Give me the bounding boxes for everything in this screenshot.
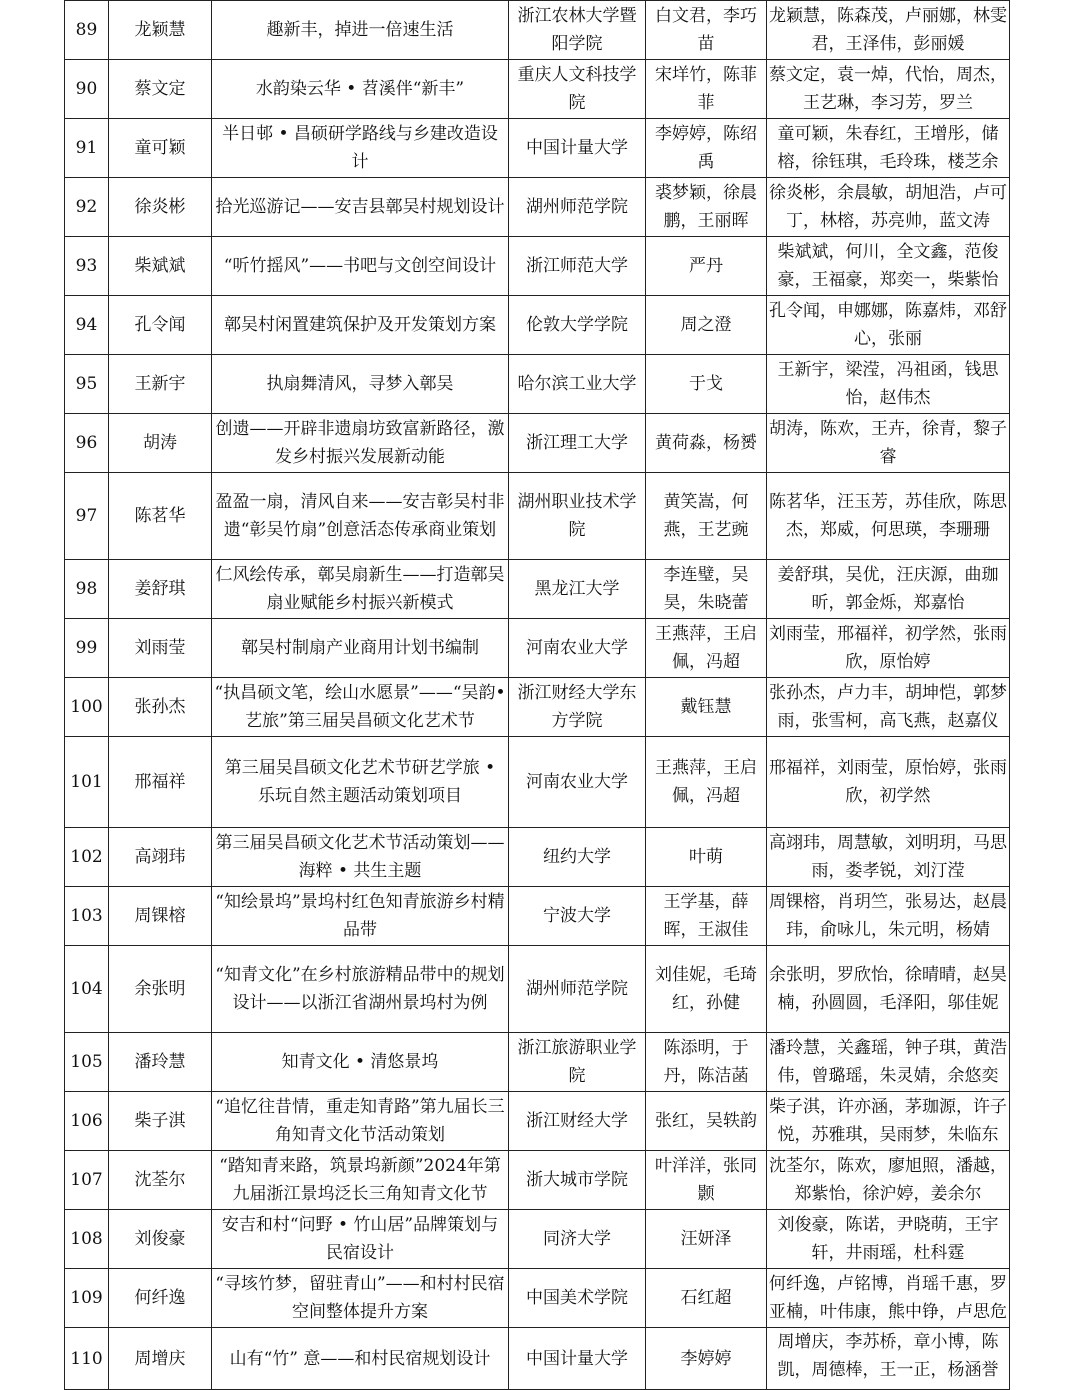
advisors: 石红超	[646, 1269, 767, 1328]
advisors: 叶洋洋，张同颢	[646, 1151, 767, 1210]
team-members: 刘俊豪，陈诺，尹晓萌，王宇轩，井雨瑶，杜科霆	[767, 1210, 1010, 1269]
school-name: 宁波大学	[509, 887, 646, 946]
project-title: 趣新丰，掉进一倍速生活	[212, 1, 509, 60]
table-row	[65, 946, 1010, 1033]
advisors: 王燕萍，王启佩，冯超	[646, 737, 767, 828]
school-name: 同济大学	[509, 1210, 646, 1269]
team-members: 王新宇，梁滢，冯祖函，钱思怡，赵伟杰	[767, 355, 1010, 414]
advisors: 王学基，薛晖，王淑佳	[646, 887, 767, 946]
school-name: 纽约大学	[509, 828, 646, 887]
school-name: 浙江师范大学	[509, 237, 646, 296]
team-leader: 蔡文定	[109, 60, 212, 119]
project-title: 知青文化 • 清悠景坞	[212, 1033, 509, 1092]
team-leader: 余张明	[109, 946, 212, 1033]
team-leader: 柴子淇	[109, 1092, 212, 1151]
school-name: 重庆人文科技学院	[509, 60, 646, 119]
table-row	[65, 678, 1010, 737]
school-name: 中国计量大学	[509, 1328, 646, 1390]
school-name: 伦敦大学学院	[509, 296, 646, 355]
team-leader: 何纤逸	[109, 1269, 212, 1328]
team-members: 胡涛，陈欢，王卉，徐青，黎子睿	[767, 414, 1010, 473]
team-members: 柴斌斌，何川，全文鑫，范俊豪，王福豪，郑奕一，柴紫怡	[767, 237, 1010, 296]
project-title: “追忆往昔情，重走知青路”第九届长三角知青文化节活动策划	[212, 1092, 509, 1151]
table-row	[65, 619, 1010, 678]
school-name: 湖州师范学院	[509, 946, 646, 1033]
team-members: 邢福祥，刘雨莹，原怡婷，张雨欣，初学然	[767, 737, 1010, 828]
project-title: 盈盈一扇，清风自来——安吉彰吴村非遗“彰吴竹扇”创意活态传承商业策划	[212, 473, 509, 560]
project-title: “听竹摇风”——书吧与文创空间设计	[212, 237, 509, 296]
school-name: 中国计量大学	[509, 119, 646, 178]
project-title: 鄣吴村制扇产业商用计划书编制	[212, 619, 509, 678]
advisors: 刘佳妮，毛琦红，孙健	[646, 946, 767, 1033]
team-leader: 高翊玮	[109, 828, 212, 887]
table-row	[65, 1210, 1010, 1269]
advisors: 宋垟竹，陈菲菲	[646, 60, 767, 119]
table-row	[65, 414, 1010, 473]
team-members: 蔡文定，袁一焯，代怡，周杰，王艺琳，李习芳，罗兰	[767, 60, 1010, 119]
row-number: 103	[65, 887, 109, 946]
school-name: 浙大城市学院	[509, 1151, 646, 1210]
project-title: 水韵染云华 • 苕溪伴“新丰”	[212, 60, 509, 119]
team-members: 柴子淇，许亦涵，茅珈源，许子悦，苏雅琪，吴雨梦，朱临东	[767, 1092, 1010, 1151]
row-number: 98	[65, 560, 109, 619]
table-row	[65, 1269, 1010, 1328]
row-number: 92	[65, 178, 109, 237]
project-title: 第三届吴昌硕文化艺术节研艺学旅 • 乐玩自然主题活动策划项目	[212, 737, 509, 828]
row-number: 100	[65, 678, 109, 737]
table-row	[65, 828, 1010, 887]
table-row	[65, 60, 1010, 119]
table-row	[65, 560, 1010, 619]
advisors: 李婷婷	[646, 1328, 767, 1390]
advisors: 陈添明，于丹，陈洁菡	[646, 1033, 767, 1092]
table-row	[65, 1092, 1010, 1151]
team-members: 余张明，罗欣怡，徐晴晴，赵昊楠，孙圆圆，毛泽阳，邬佳妮	[767, 946, 1010, 1033]
team-leader: 童可颖	[109, 119, 212, 178]
project-title: 山有“竹” 意——和村民宿规划设计	[212, 1328, 509, 1390]
team-members: 潘玲慧，关鑫瑶，钟子琪，黄浩伟，曾璐瑶，朱灵婧，余悠奕	[767, 1033, 1010, 1092]
advisors: 李婷婷，陈绍禹	[646, 119, 767, 178]
advisors: 叶萌	[646, 828, 767, 887]
team-leader: 刘雨莹	[109, 619, 212, 678]
row-number: 108	[65, 1210, 109, 1269]
project-title: 执扇舞清风，寻梦入鄣吴	[212, 355, 509, 414]
team-leader: 徐炎彬	[109, 178, 212, 237]
team-members: 周锞榕，肖玥竺，张易达，赵晨玮，俞咏儿，朱元明，杨婧	[767, 887, 1010, 946]
team-leader: 柴斌斌	[109, 237, 212, 296]
table-row	[65, 887, 1010, 946]
row-number: 89	[65, 1, 109, 60]
team-members: 周增庆，李苏桥，章小博，陈凯，周德棒，王一正，杨涵誉	[767, 1328, 1010, 1390]
team-leader: 王新宇	[109, 355, 212, 414]
table-row	[65, 1328, 1010, 1390]
table-row	[65, 1033, 1010, 1092]
project-title: 安吉和村“问野 • 竹山居”品牌策划与民宿设计	[212, 1210, 509, 1269]
school-name: 浙江财经大学	[509, 1092, 646, 1151]
team-members: 姜舒琪，吴优，汪庆源，曲珈昕，郭金烁，郑嘉怡	[767, 560, 1010, 619]
team-members: 何纤逸，卢铭博，肖瑶千惠，罗亚楠，叶伟康，熊中铮，卢思危	[767, 1269, 1010, 1328]
project-title: 创遗——开辟非遗扇坊致富新路径，激发乡村振兴发展新动能	[212, 414, 509, 473]
school-name: 浙江财经大学东方学院	[509, 678, 646, 737]
table-row	[65, 1, 1010, 60]
team-leader: 陈茗华	[109, 473, 212, 560]
team-members: 刘雨莹，邢福祥，初学然，张雨欣，原怡婷	[767, 619, 1010, 678]
project-title: 第三届吴昌硕文化艺术节活动策划——海粹 • 共生主题	[212, 828, 509, 887]
team-members: 童可颖，朱春红，王增彤，储榕，徐钰琪，毛玲珠，楼芝余	[767, 119, 1010, 178]
team-leader: 刘俊豪	[109, 1210, 212, 1269]
project-title: 仁风绘传承，鄣吴扇新生——打造鄣吴扇业赋能乡村振兴新模式	[212, 560, 509, 619]
row-number: 105	[65, 1033, 109, 1092]
table-row	[65, 737, 1010, 828]
row-number: 102	[65, 828, 109, 887]
row-number: 110	[65, 1328, 109, 1390]
project-title: “知绘景坞”景坞村红色知青旅游乡村精品带	[212, 887, 509, 946]
advisors: 黄笑嵩，何燕，王艺豌	[646, 473, 767, 560]
table-row	[65, 1151, 1010, 1210]
team-leader: 邢福祥	[109, 737, 212, 828]
advisors: 严丹	[646, 237, 767, 296]
project-title: 鄣吴村闲置建筑保护及开发策划方案	[212, 296, 509, 355]
project-title: “知青文化”在乡村旅游精品带中的规划设计——以浙江省湖州景坞村为例	[212, 946, 509, 1033]
team-leader: 龙颖慧	[109, 1, 212, 60]
row-number: 107	[65, 1151, 109, 1210]
team-leader: 姜舒琪	[109, 560, 212, 619]
award-list-table	[64, 0, 1010, 1390]
row-number: 94	[65, 296, 109, 355]
team-members: 龙颖慧，陈森茂，卢丽娜，林雯君，王泽伟，彭丽媛	[767, 1, 1010, 60]
table-row	[65, 473, 1010, 560]
team-leader: 张孙杰	[109, 678, 212, 737]
row-number: 90	[65, 60, 109, 119]
row-number: 101	[65, 737, 109, 828]
row-number: 96	[65, 414, 109, 473]
row-number: 95	[65, 355, 109, 414]
team-leader: 周锞榕	[109, 887, 212, 946]
advisors: 于戈	[646, 355, 767, 414]
team-members: 张孙杰，卢力丰，胡坤恺，郭梦雨，张雪柯，高飞燕，赵嘉仪	[767, 678, 1010, 737]
project-title: 拾光巡游记——安吉县鄣吴村规划设计	[212, 178, 509, 237]
school-name: 浙江农林大学暨阳学院	[509, 1, 646, 60]
school-name: 河南农业大学	[509, 619, 646, 678]
row-number: 93	[65, 237, 109, 296]
school-name: 黑龙江大学	[509, 560, 646, 619]
table-row	[65, 178, 1010, 237]
school-name: 中国美术学院	[509, 1269, 646, 1328]
advisors: 汪妍泽	[646, 1210, 767, 1269]
project-title: “执昌硕文笔，绘山水愿景”——“吴韵•艺旅”第三届吴昌硕文化艺术节	[212, 678, 509, 737]
table-row	[65, 119, 1010, 178]
team-members: 高翊玮，周慧敏，刘明玥，马思雨，娄孝锐，刘汀滢	[767, 828, 1010, 887]
row-number: 99	[65, 619, 109, 678]
project-title: “寻垓竹梦，留驻青山”——和村村民宿空间整体提升方案	[212, 1269, 509, 1328]
school-name: 湖州职业技术学院	[509, 473, 646, 560]
advisors: 戴钰慧	[646, 678, 767, 737]
table-row	[65, 355, 1010, 414]
team-members: 沈荃尔，陈欢，廖旭照，潘越，郑紫怡，徐沪婷，姜余尔	[767, 1151, 1010, 1210]
school-name: 浙江旅游职业学院	[509, 1033, 646, 1092]
school-name: 哈尔滨工业大学	[509, 355, 646, 414]
award-list-body	[65, 1, 1010, 1390]
row-number: 91	[65, 119, 109, 178]
team-leader: 周增庆	[109, 1328, 212, 1390]
school-name: 浙江理工大学	[509, 414, 646, 473]
advisors: 黄荷淼，杨赟	[646, 414, 767, 473]
advisors: 王燕萍，王启佩，冯超	[646, 619, 767, 678]
school-name: 河南农业大学	[509, 737, 646, 828]
project-title: 半日邨 • 昌硕研学路线与乡建改造设计	[212, 119, 509, 178]
row-number: 109	[65, 1269, 109, 1328]
row-number: 97	[65, 473, 109, 560]
team-members: 徐炎彬，余晨敏，胡旭浩，卢可丁，林榕，苏亮帅，蓝文涛	[767, 178, 1010, 237]
team-members: 孔令闻，申娜娜，陈嘉炜，邓舒心，张丽	[767, 296, 1010, 355]
advisors: 张红，吴轶韵	[646, 1092, 767, 1151]
team-leader: 潘玲慧	[109, 1033, 212, 1092]
team-members: 陈茗华，汪玉芳，苏佳欣，陈思杰，郑威，何思瑛，李珊珊	[767, 473, 1010, 560]
team-leader: 胡涛	[109, 414, 212, 473]
advisors: 白文君，李巧苗	[646, 1, 767, 60]
row-number: 106	[65, 1092, 109, 1151]
row-number: 104	[65, 946, 109, 1033]
project-title: “踏知青来路，筑景坞新颜”2024年第九届浙江景坞泛长三角知青文化节	[212, 1151, 509, 1210]
advisors: 周之澄	[646, 296, 767, 355]
advisors: 裘梦颖，徐晨鹏，王丽晖	[646, 178, 767, 237]
team-leader: 沈荃尔	[109, 1151, 212, 1210]
team-leader: 孔令闻	[109, 296, 212, 355]
table-row	[65, 237, 1010, 296]
advisors: 李连璧，吴昊，朱晓蕾	[646, 560, 767, 619]
table-row	[65, 296, 1010, 355]
school-name: 湖州师范学院	[509, 178, 646, 237]
